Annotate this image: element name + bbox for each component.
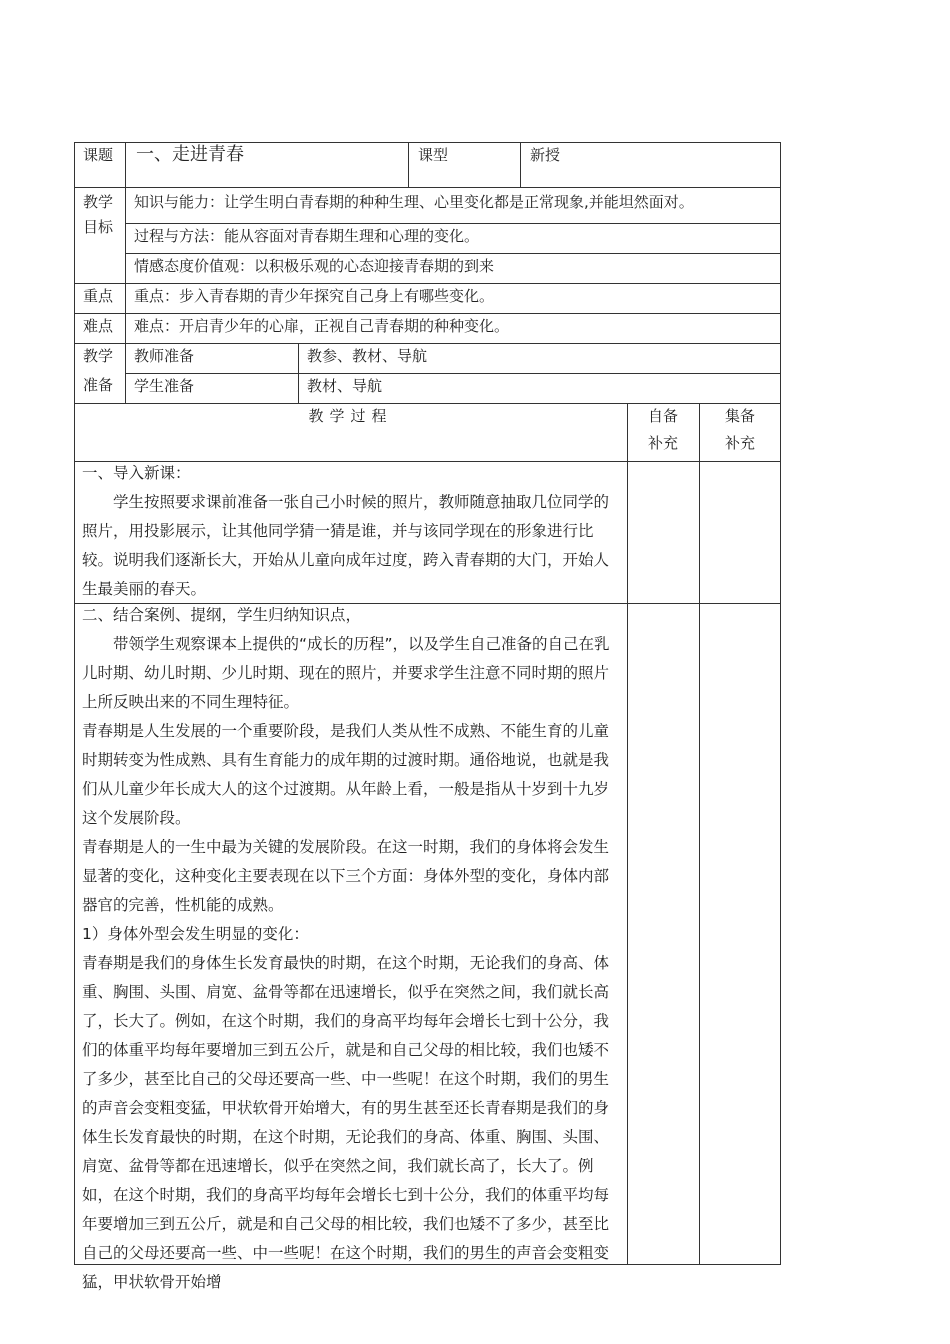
row-divider [125,373,781,374]
row-divider [74,283,781,284]
self-supplement-line1: 自备 [647,407,678,425]
col-divider [627,403,628,1265]
student-prep-value: 教材、导航 [307,377,383,395]
key-point-label: 重点 [83,287,114,305]
row-divider [74,403,781,404]
objectives-label-line1: 教学 [83,193,114,211]
group-supplement-line2: 补充 [724,434,755,452]
objective-knowledge: 知识与能力：让学生明白青春期的种种生理、心里变化都是正常现象,并能坦然面对。 [134,193,694,211]
col-divider [408,142,409,187]
col-divider [699,403,700,1265]
topic-label: 课题 [83,146,114,164]
section-knowledge-paragraph: 青春期是我们的身体生长发育最快的时期，在这个时期，无论我们的身高、体重、胸围、头围、肩宽、盆骨等都在迅速增长，似乎在突然之间，我们就长高了，长大了。例如，在这个时期，我们的身高平均每年会增长七到十公分，我们的体重平均每年要增加三到五公斤，就是和自己父母的相比较，我们也矮不了多少，甚至比自己的父母还要高一些、中一些呢！在这个时期，我们的男生的声音会变粗变猛，甲状软骨开始增大，有的男生甚至还长青春期是我们的身体生长发育最快的时期，在这个时期，无论我们的身高、体重、胸围、头围、肩宽、盆骨等都在迅速增长，似乎在突然之间，我们就长高了，长大了。例如，在这个时期，我们的身高平均每年会增长七到十公分，我们的体重平均每年要增加三到五公斤，就是和自己父母的相比较，我们也矮不了多少，甚至比自己的父母还要高一些、中一些呢！在这个时期，我们的男生的声音会变粗变猛，甲状软骨开始增 [82,954,610,1291]
objective-process: 过程与方法：能从容面对青春期生理和心理的变化。 [134,227,480,245]
row-divider [125,223,781,224]
process-title: 教学过程 [308,407,393,425]
lesson-type-label: 课型 [418,146,449,164]
section-knowledge-paragraph: 青春期是人的一生中最为关键的发展阶段。在这一时期，我们的身体将会发生显著的变化，这种变化主要表现在以下三个方面：身体外型的变化，身体内部器官的完善，性机能的成熟。 [82,838,610,914]
preparation-label-line1: 教学 [83,347,114,365]
difficulty-label: 难点 [83,317,114,335]
topic-value: 一、走进青春 [136,144,244,165]
objectives-label-line2: 目标 [83,218,114,236]
col-divider [298,343,299,403]
section-intro [82,459,622,604]
row-divider [74,343,781,344]
section-knowledge-paragraph: 青春期是人生发展的一个重要阶段，是我们人类从性不成熟、不能生育的儿童时期转变为性成熟、具有生育能力的成年期的过渡时期。通俗地说，也就是我们从儿童少年长成大人的这个过渡期。从年龄上看，一般是指从十岁到十九岁这个发展阶段。 [82,722,610,827]
row-divider [74,187,781,188]
teacher-prep-value: 教参、教材、导航 [307,347,428,365]
preparation-label-line2: 准备 [83,376,114,394]
row-divider [74,313,781,314]
col-divider [125,142,126,403]
teacher-prep-label: 教师准备 [134,347,195,365]
col-divider [520,142,521,187]
section-intro-body: 学生按照要求课前准备一张自己小时候的照片，教师随意抽取几位同学的照片，用投影展示，让其他同学猜一猜是谁，并与该同学现在的形象进行比较。说明我们逐渐长大，开始从儿童向成年过度，跨入青春期的大门，开始人生最美丽的春天。 [82,493,610,598]
key-point-text: 重点：步入青春期的青少年探究自己身上有哪些变化。 [134,287,495,305]
row-divider [125,253,781,254]
self-supplement-line2: 补充 [647,434,678,452]
section-intro-heading: 一、导入新课： [82,464,191,482]
difficulty-text: 难点：开启青少年的心扉，正视自己青春期的种种变化。 [134,317,510,335]
section-knowledge-subheading: 1）身体外型会发生明显的变化： [82,925,309,943]
group-supplement-line1: 集备 [724,407,755,425]
lesson-type-value: 新授 [530,146,561,164]
section-knowledge-paragraph: 带领学生观察课本上提供的“成长的历程”，以及学生自己准备的自己在乳儿时期、幼儿时期、少儿时期、现在的照片，并要求学生注意不同时期的照片上所反映出来的不同生理特征。 [82,635,610,711]
student-prep-label: 学生准备 [134,377,195,395]
section-knowledge [82,601,622,1291]
objective-attitude: 情感态度价值观：以积极乐观的心态迎接青春期的到来 [134,257,495,275]
section-knowledge-heading: 二、结合案例、提纲，学生归纳知识点， [82,606,362,624]
